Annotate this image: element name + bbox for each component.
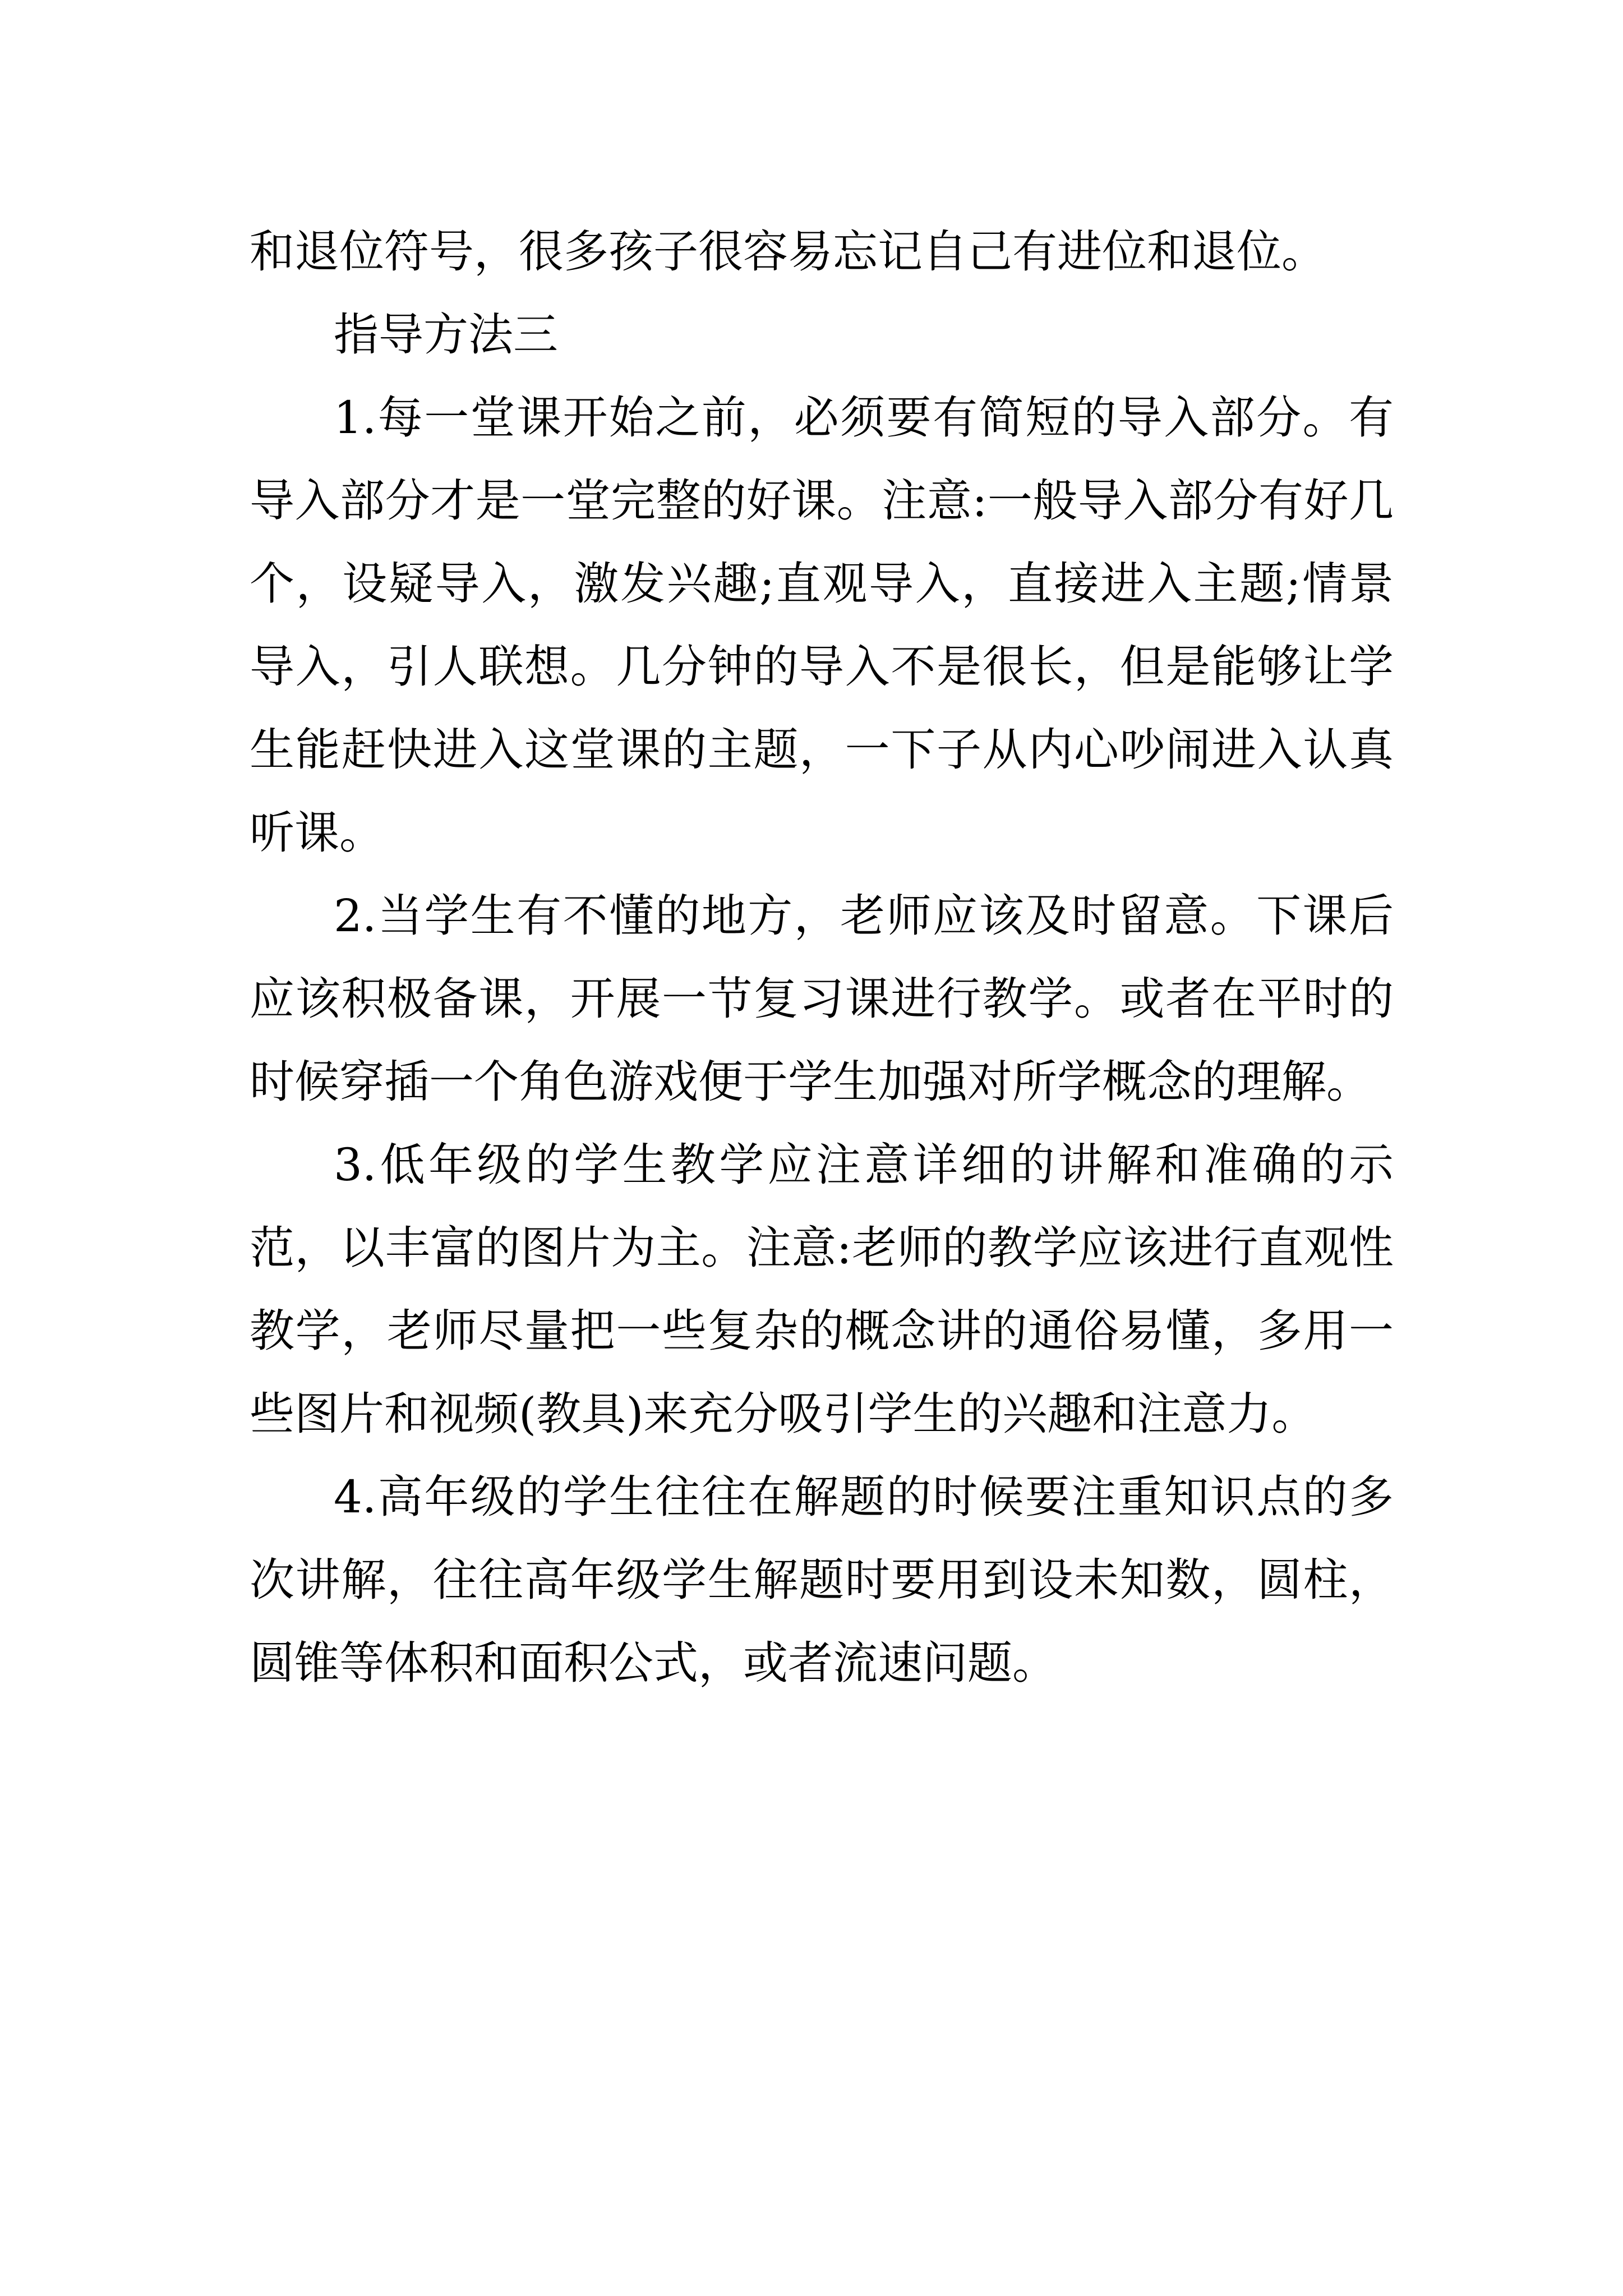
paragraph-item-4: 4.高年级的学生往往在解题的时候要注重知识点的多次讲解，往往高年级学生解题时要用到设未知数，圆柱，圆锥等体积和面积公式，或者流速问题。 — [250, 1471, 1394, 1689]
paragraph-item-3: 3.低年级的学生教学应注意详细的讲解和准确的示范，以丰富的图片为主。注意:老师的教学应该进行直观性教学，老师尽量把一些复杂的概念讲的通俗易懂，多用一些图片和视频(教具)来充分吸引学生的兴趣和注意力。 — [250, 1139, 1394, 1440]
section-heading: 指导方法三 — [334, 309, 558, 361]
paragraph-continuation: 和退位符号，很多孩子很容易忘记自己有进位和退位。 — [250, 226, 1326, 278]
paragraph-item-2: 2.当学生有不懂的地方，老师应该及时留意。下课后应该积极备课，开展一节复习课进行教学。或者在平时的时候穿插一个角色游戏便于学生加强对所学概念的理解。 — [250, 890, 1394, 1108]
paragraph-item-1: 1.每一堂课开始之前，必须要有简短的导入部分。有导入部分才是一堂完整的好课。注意:一般导入部分有好几个，设疑导入，激发兴趣;直观导入，直接进入主题;情景导入，引人联想。几分钟的导入不是很长，但是能够让学生能赶快进入这堂课的主题，一下子从内心吵闹进入认真听课。 — [250, 392, 1394, 859]
document-body — [250, 210, 1394, 1705]
